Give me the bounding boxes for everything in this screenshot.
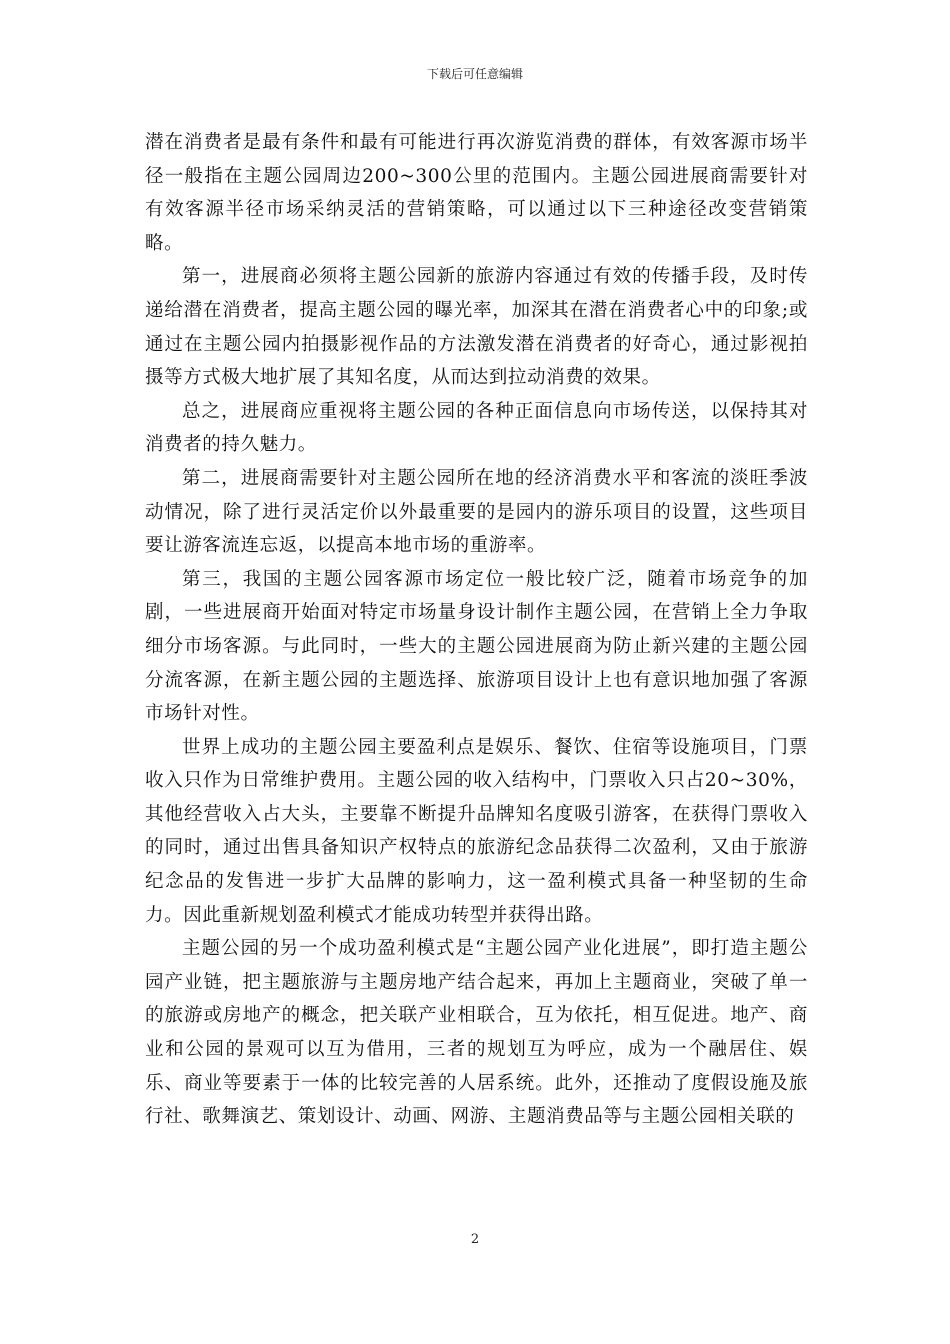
paragraph: 第三，我国的主题公园客源市场定位一般比较广泛，随着市场竞争的加剧，一些进展商开始面对特定市场量身设计制作主题公园，在营销上全力争取细分市场客源。与此同时，一些大的主题公园进展商为防止新兴建的主题公园分流客源，在新主题公园的主题选择、旅游项目设计上也有意识地加强了客源市场针对性。 (145, 568, 808, 725)
document-body (145, 126, 808, 1134)
paragraph: 潜在消费者是最有条件和最有可能进行再次游览消费的群体，有效客源市场半径一般指在主题公园周边200~300公里的范围内。主题公园进展商需要针对有效客源半径市场采纳灵活的营销策略，可以通过以下三种途径改变营销策略。 (145, 132, 808, 254)
paragraph: 第二，进展商需要针对主题公园所在地的经济消费水平和客流的淡旺季波动情况，除了进行灵活定价以外最重要的是园内的游乐项目的设置，这些项目要让游客流连忘返，以提高本地市场的重游率。 (145, 467, 808, 557)
page-number: 2 (470, 1232, 480, 1247)
paragraph: 第一，进展商必须将主题公园新的旅游内容通过有效的传播手段，及时传递给潜在消费者，提高主题公园的曝光率，加深其在潜在消费者心中的印象;或通过在主题公园内拍摄影视作品的方法激发潜在消费者的好奇心，通过影视拍摄等方式极大地扩展了其知名度，从而达到拉动消费的效果。 (145, 266, 808, 389)
paragraph: 总之，进展商应重视将主题公园的各种正面信息向市场传送，以保持其对消费者的持久魅力。 (145, 400, 808, 456)
paragraph: 世界上成功的主题公园主要盈利点是娱乐、餐饮、住宿等设施项目，门票收入只作为日常维护费用。主题公园的收入结构中，门票收入只占20~30%，其他经营收入占大头，主要靠不断提升品牌知名度吸引游客，在获得门票收入的同时，通过出售具备知识产权特点的旅游纪念品获得二次盈利，又由于旅游纪念品的发售进一步扩大品牌的影响力，这一盈利模式具备一种坚韧的生命力。因此重新规划盈利模式才能成功转型并获得出路。 (145, 736, 808, 926)
paragraph: 主题公园的另一个成功盈利模式是“主题公园产业化进展”，即打造主题公园产业链，把主题旅游与主题房地产结合起来，再加上主题商业，突破了单一的旅游或房地产的概念，把关联产业相联合，互为依托，相互促进。地产、商业和公园的景观可以互为借用，三者的规划互为呼应，成为一个融居住、娱乐、商业等要素于一体的比较完善的人居系统。此外，还推动了度假设施及旅行社、歌舞演艺、策划设计、动画、网游、主题消费品等与主题公园相关联的 (145, 938, 808, 1128)
page-header: 下载后可任意编辑 (426, 67, 523, 81)
